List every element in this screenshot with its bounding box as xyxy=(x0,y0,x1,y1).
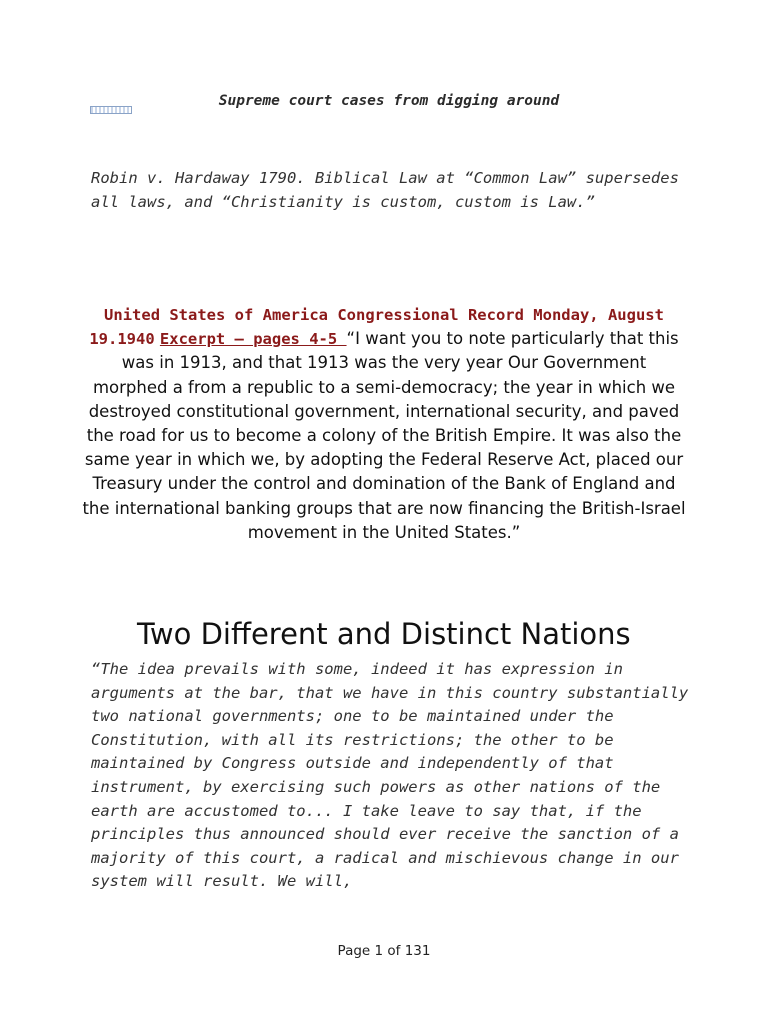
excerpt-link[interactable]: Excerpt – pages 4-5 xyxy=(159,330,347,349)
section-quote: “The idea prevails with some, indeed it has expression in arguments at the bar, that we have in this country substantially two national governments; one to be maintained under the Constitution, with all its restrictions; the other to be maintained by Congress outside and independently of that instrument, by exercising such powers as other nations of the earth are accustomed to... I take leave to say that, if the principles thus announced should ever receive the sanction of a majority of this court, a radical and mischievous change in our system will result. We will, xyxy=(91,660,689,891)
congressional-quote: “I want you to note particularly that this was in 1913, and that 1913 was the very year Our Government morphed a from a republic to a semi-democracy; the year in which we destroyed constitutional government, international security, and paved the road for us to become a colony of the British Empire. It was also the same year in which we, by adopting the Federal Reserve Act, placed our Treasury under the control and domination of the Bank of England and the international banking groups that are now financing the British-Israel movement in the United States.” xyxy=(82,329,686,542)
intro-paragraph: Robin v. Hardaway 1790. Biblical Law at “Common Law” supersedes all laws, and “Christianity is custom, custom is Law.” xyxy=(91,169,679,211)
document-header-title: Supreme court cases from digging around xyxy=(218,93,560,109)
congressional-record-label: United States of America Congressional Record Monday, August 19.1940 xyxy=(89,306,664,349)
section-heading: Two Different and Distinct Nations xyxy=(137,617,631,651)
congressional-record-paragraph xyxy=(82,303,686,545)
page-indicator: Page 1 of 131 xyxy=(337,943,431,959)
